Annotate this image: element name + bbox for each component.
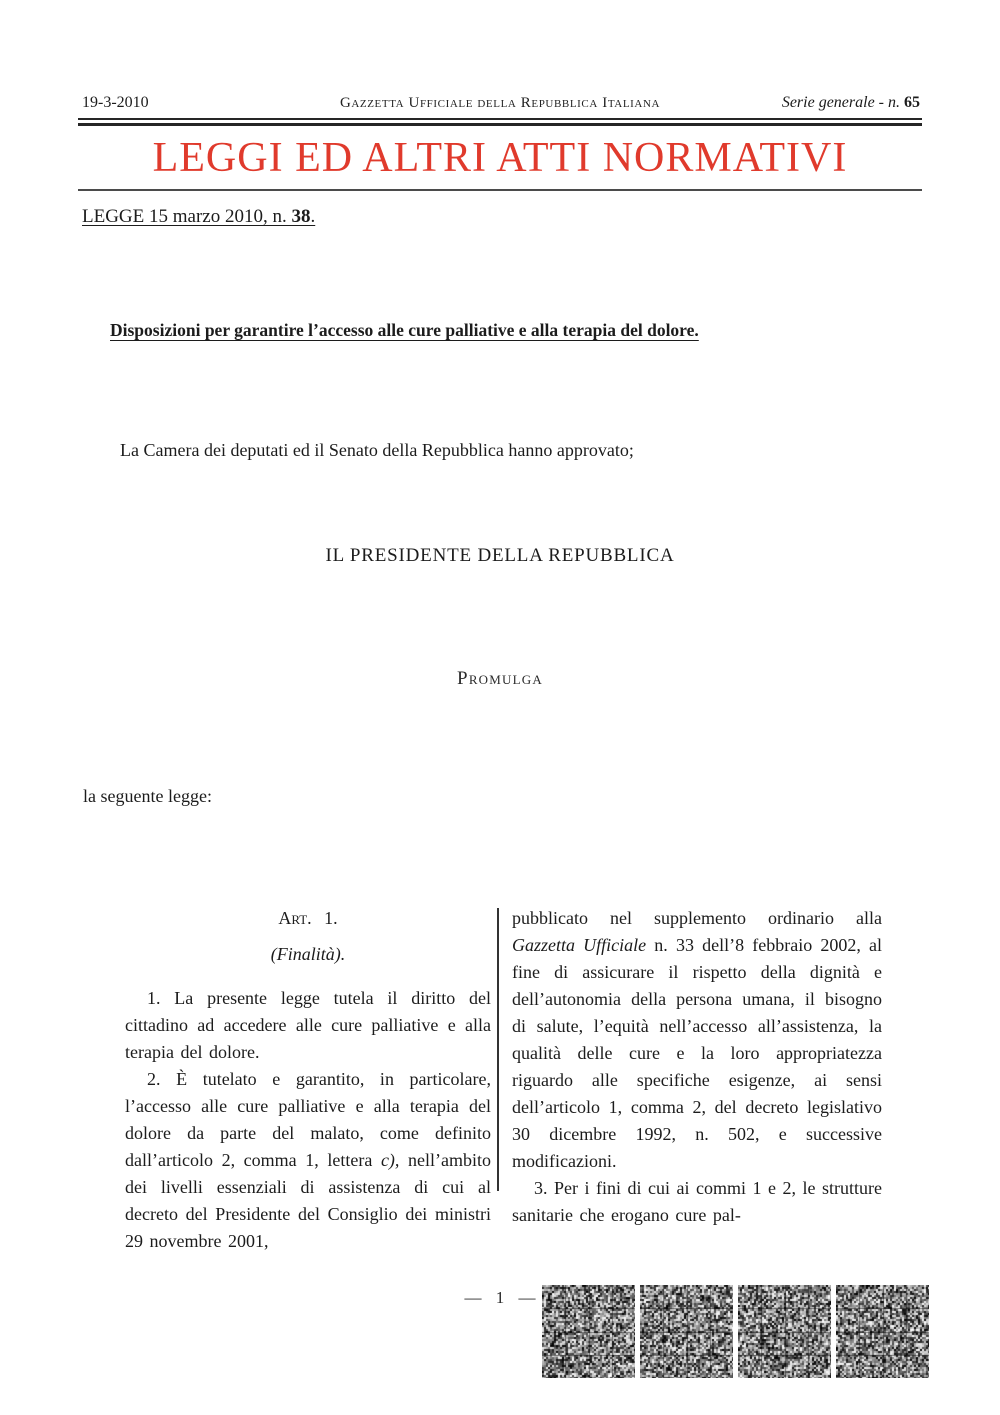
header-date: 19-3-2010 bbox=[82, 94, 149, 111]
noise-block bbox=[640, 1285, 733, 1378]
column-divider-rule bbox=[497, 908, 499, 1191]
header-double-rule bbox=[78, 118, 922, 126]
noise-row bbox=[542, 1285, 929, 1378]
noise-block bbox=[542, 1285, 635, 1378]
article-paragraph: pubblicato nel supplemento ordinario alla Gazzetta Ufficiale n. 33 dell’8 febbraio 2002, al fine di assicurare il rispetto della dignità e dell’autonomia della persona umana, il bisogno di salute, l’equità nell’accesso all’assistenza, la qualità delle cure e la loro appropriatezza riguardo alle specifiche esigenze, ai sensi dell’articolo 1, comma 2, del decreto legislativo 30 dicembre 1992, n. 502, e successive modificazioni. bbox=[512, 908, 882, 1171]
article-heading: Art. 1. bbox=[278, 908, 338, 928]
approval-line: La Camera dei deputati ed il Senato della Repubblica hanno approvato; bbox=[120, 440, 634, 460]
article-paragraph: 3. Per i fini di cui ai commi 1 e 2, le strutture sanitarie che erogano cure pal- bbox=[512, 1178, 882, 1225]
president-line: IL PRESIDENTE DELLA REPUBBLICA bbox=[325, 545, 675, 566]
page-number: — 1 — bbox=[464, 1288, 536, 1307]
article-subtitle: (Finalità). bbox=[270, 944, 346, 964]
section-title-rule bbox=[78, 189, 922, 191]
section-title: LEGGI ED ALTRI ATTI NORMATIVI bbox=[152, 135, 848, 181]
noise-block bbox=[836, 1285, 929, 1378]
law-heading: LEGGE 15 marzo 2010, n. 38. bbox=[82, 206, 316, 227]
article-right-column bbox=[512, 905, 882, 1229]
noise-block bbox=[738, 1285, 831, 1378]
law-subject: Disposizioni per garantire l’accesso alle cure palliative e alla terapia del dolore. bbox=[110, 320, 699, 340]
article-paragraph: 2. È tutelato e garantito, in particolare, l’accesso alle cure palliative e alla terapia del dolore da parte del malato, come definito dall’articolo 2, comma 1, lettera c), nell’ambito dei livelli essenziali di assistenza di cui al decreto del Presidente del Consiglio dei ministri 29 novembre 2001, bbox=[125, 1069, 492, 1251]
promulga-line: Promulga bbox=[457, 668, 543, 689]
article-left-column bbox=[125, 905, 491, 1255]
article-paragraph: 1. La presente legge tutela il diritto del cittadino ad accedere alle cure palliative e alla terapia del dolore. bbox=[125, 988, 491, 1062]
following-law-line: la seguente legge: bbox=[83, 786, 212, 806]
header-series-number: Serie generale - n. 65 bbox=[781, 94, 920, 111]
header-journal-title: Gazzetta Ufficiale della Repubblica Italiana bbox=[339, 95, 661, 111]
